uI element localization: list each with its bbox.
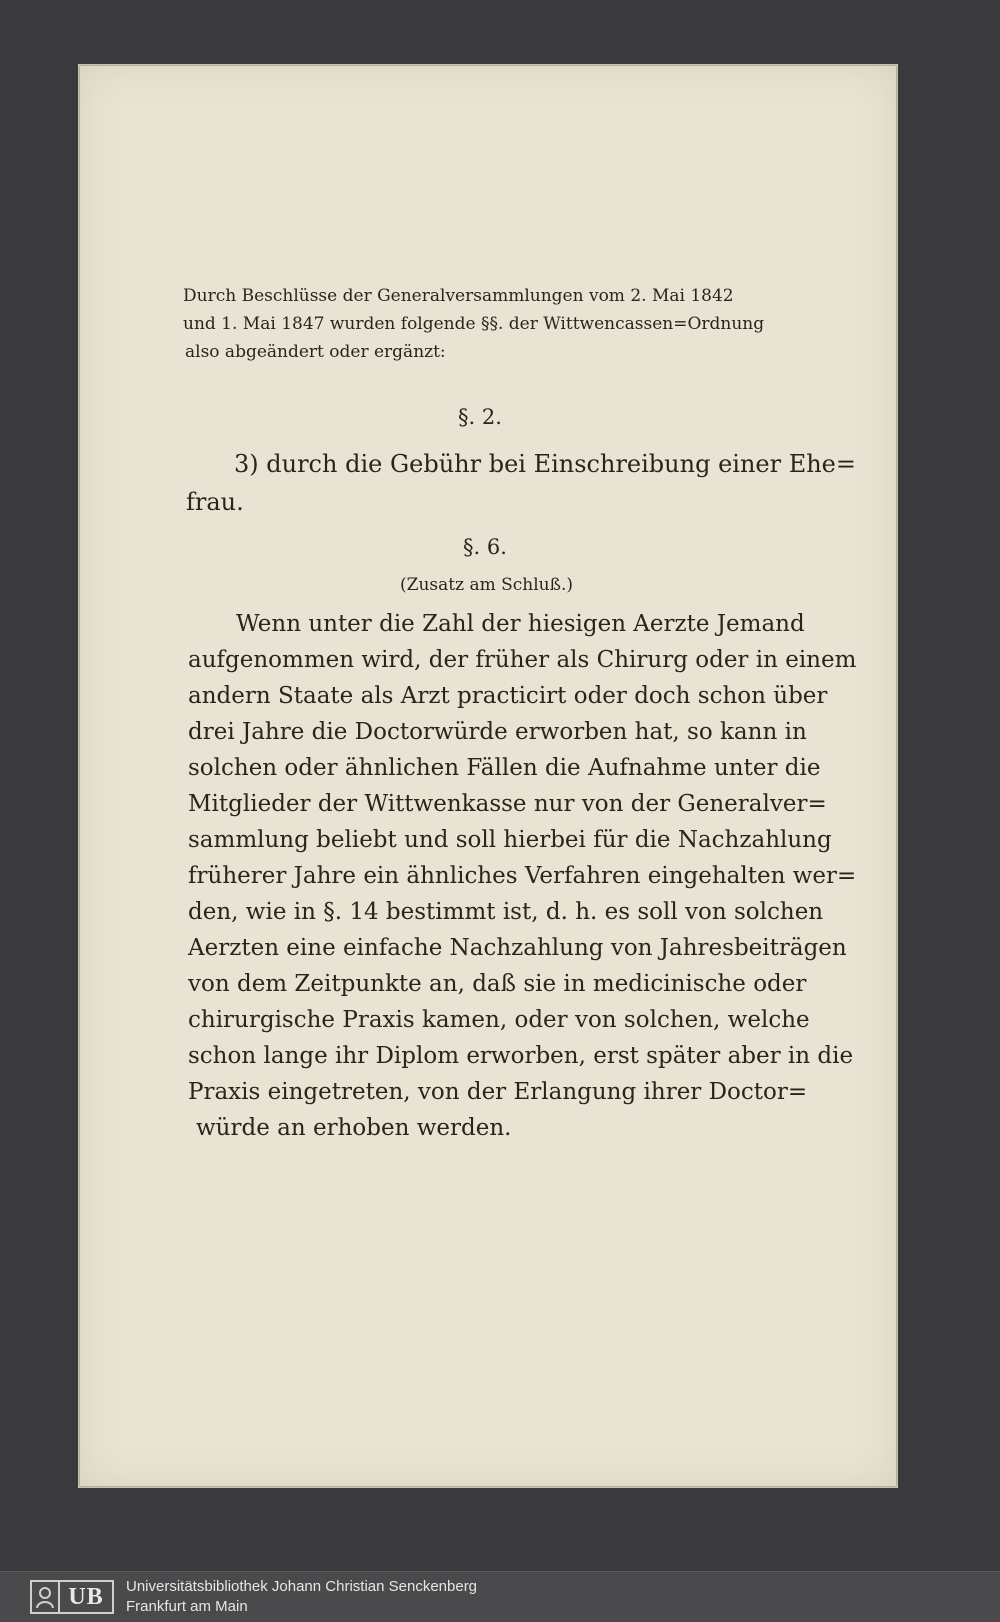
body-line-6: Mitglieder der Wittwenkasse nur von der Generalver= bbox=[188, 791, 827, 817]
body-line-7: sammlung beliebt und soll hierbei für die Nachzahlung bbox=[188, 827, 832, 853]
section-6-heading: §. 6. bbox=[463, 535, 507, 559]
body-line-12: chirurgische Praxis kamen, oder von solchen, welche bbox=[188, 1007, 810, 1033]
intro-line-1: Durch Beschlüsse der Generalversammlungen vom 2. Mai 1842 bbox=[183, 286, 734, 306]
body-line-15: würde an erhoben werden. bbox=[196, 1115, 512, 1141]
body-line-2: aufgenommen wird, der früher als Chirurg oder in einem bbox=[188, 647, 857, 673]
body-line-10: Aerzten eine einfache Nachzahlung von Jahresbeiträgen bbox=[188, 935, 847, 961]
body-line-9: den, wie in §. 14 bestimmt ist, d. h. es soll von solchen bbox=[188, 899, 824, 925]
portrait-emblem-icon bbox=[32, 1582, 60, 1612]
body-line-13: schon lange ihr Diplom erworben, erst später aber in die bbox=[188, 1043, 854, 1069]
body-line-4: drei Jahre die Doctorwürde erworben hat, so kann in bbox=[188, 719, 807, 745]
body-line-14: Praxis eingetreten, von der Erlangung ihrer Doctor= bbox=[188, 1079, 808, 1105]
section-2-line-1: 3) durch die Gebühr bei Einschreibung einer Ehe= bbox=[234, 450, 856, 478]
footer-institution: Universitätsbibliothek Johann Christian Senckenberg bbox=[126, 1578, 478, 1595]
body-line-8: früherer Jahre ein ähnliches Verfahren eingehalten wer= bbox=[188, 863, 857, 889]
section-2-heading: §. 2. bbox=[458, 405, 502, 429]
footer-location: Frankfurt am Main bbox=[126, 1598, 248, 1615]
library-logo[interactable] bbox=[30, 1580, 114, 1614]
body-line-5: solchen oder ähnlichen Fällen die Aufnahme unter die bbox=[188, 755, 821, 781]
section-2-line-2: frau. bbox=[186, 488, 244, 516]
intro-line-3: also abgeändert oder ergänzt: bbox=[185, 342, 446, 362]
body-line-11: von dem Zeitpunkte an, daß sie in medicinische oder bbox=[188, 971, 807, 997]
body-line-1: Wenn unter die Zahl der hiesigen Aerzte Jemand bbox=[236, 611, 805, 637]
library-footer bbox=[0, 1571, 1000, 1622]
intro-line-2: und 1. Mai 1847 wurden folgende §§. der Wittwencassen=Ordnung bbox=[183, 314, 765, 334]
body-line-3: andern Staate als Arzt practicirt oder doch schon über bbox=[188, 683, 828, 709]
logo-text: UB bbox=[68, 1583, 104, 1610]
section-6-note: (Zusatz am Schluß.) bbox=[400, 575, 573, 595]
